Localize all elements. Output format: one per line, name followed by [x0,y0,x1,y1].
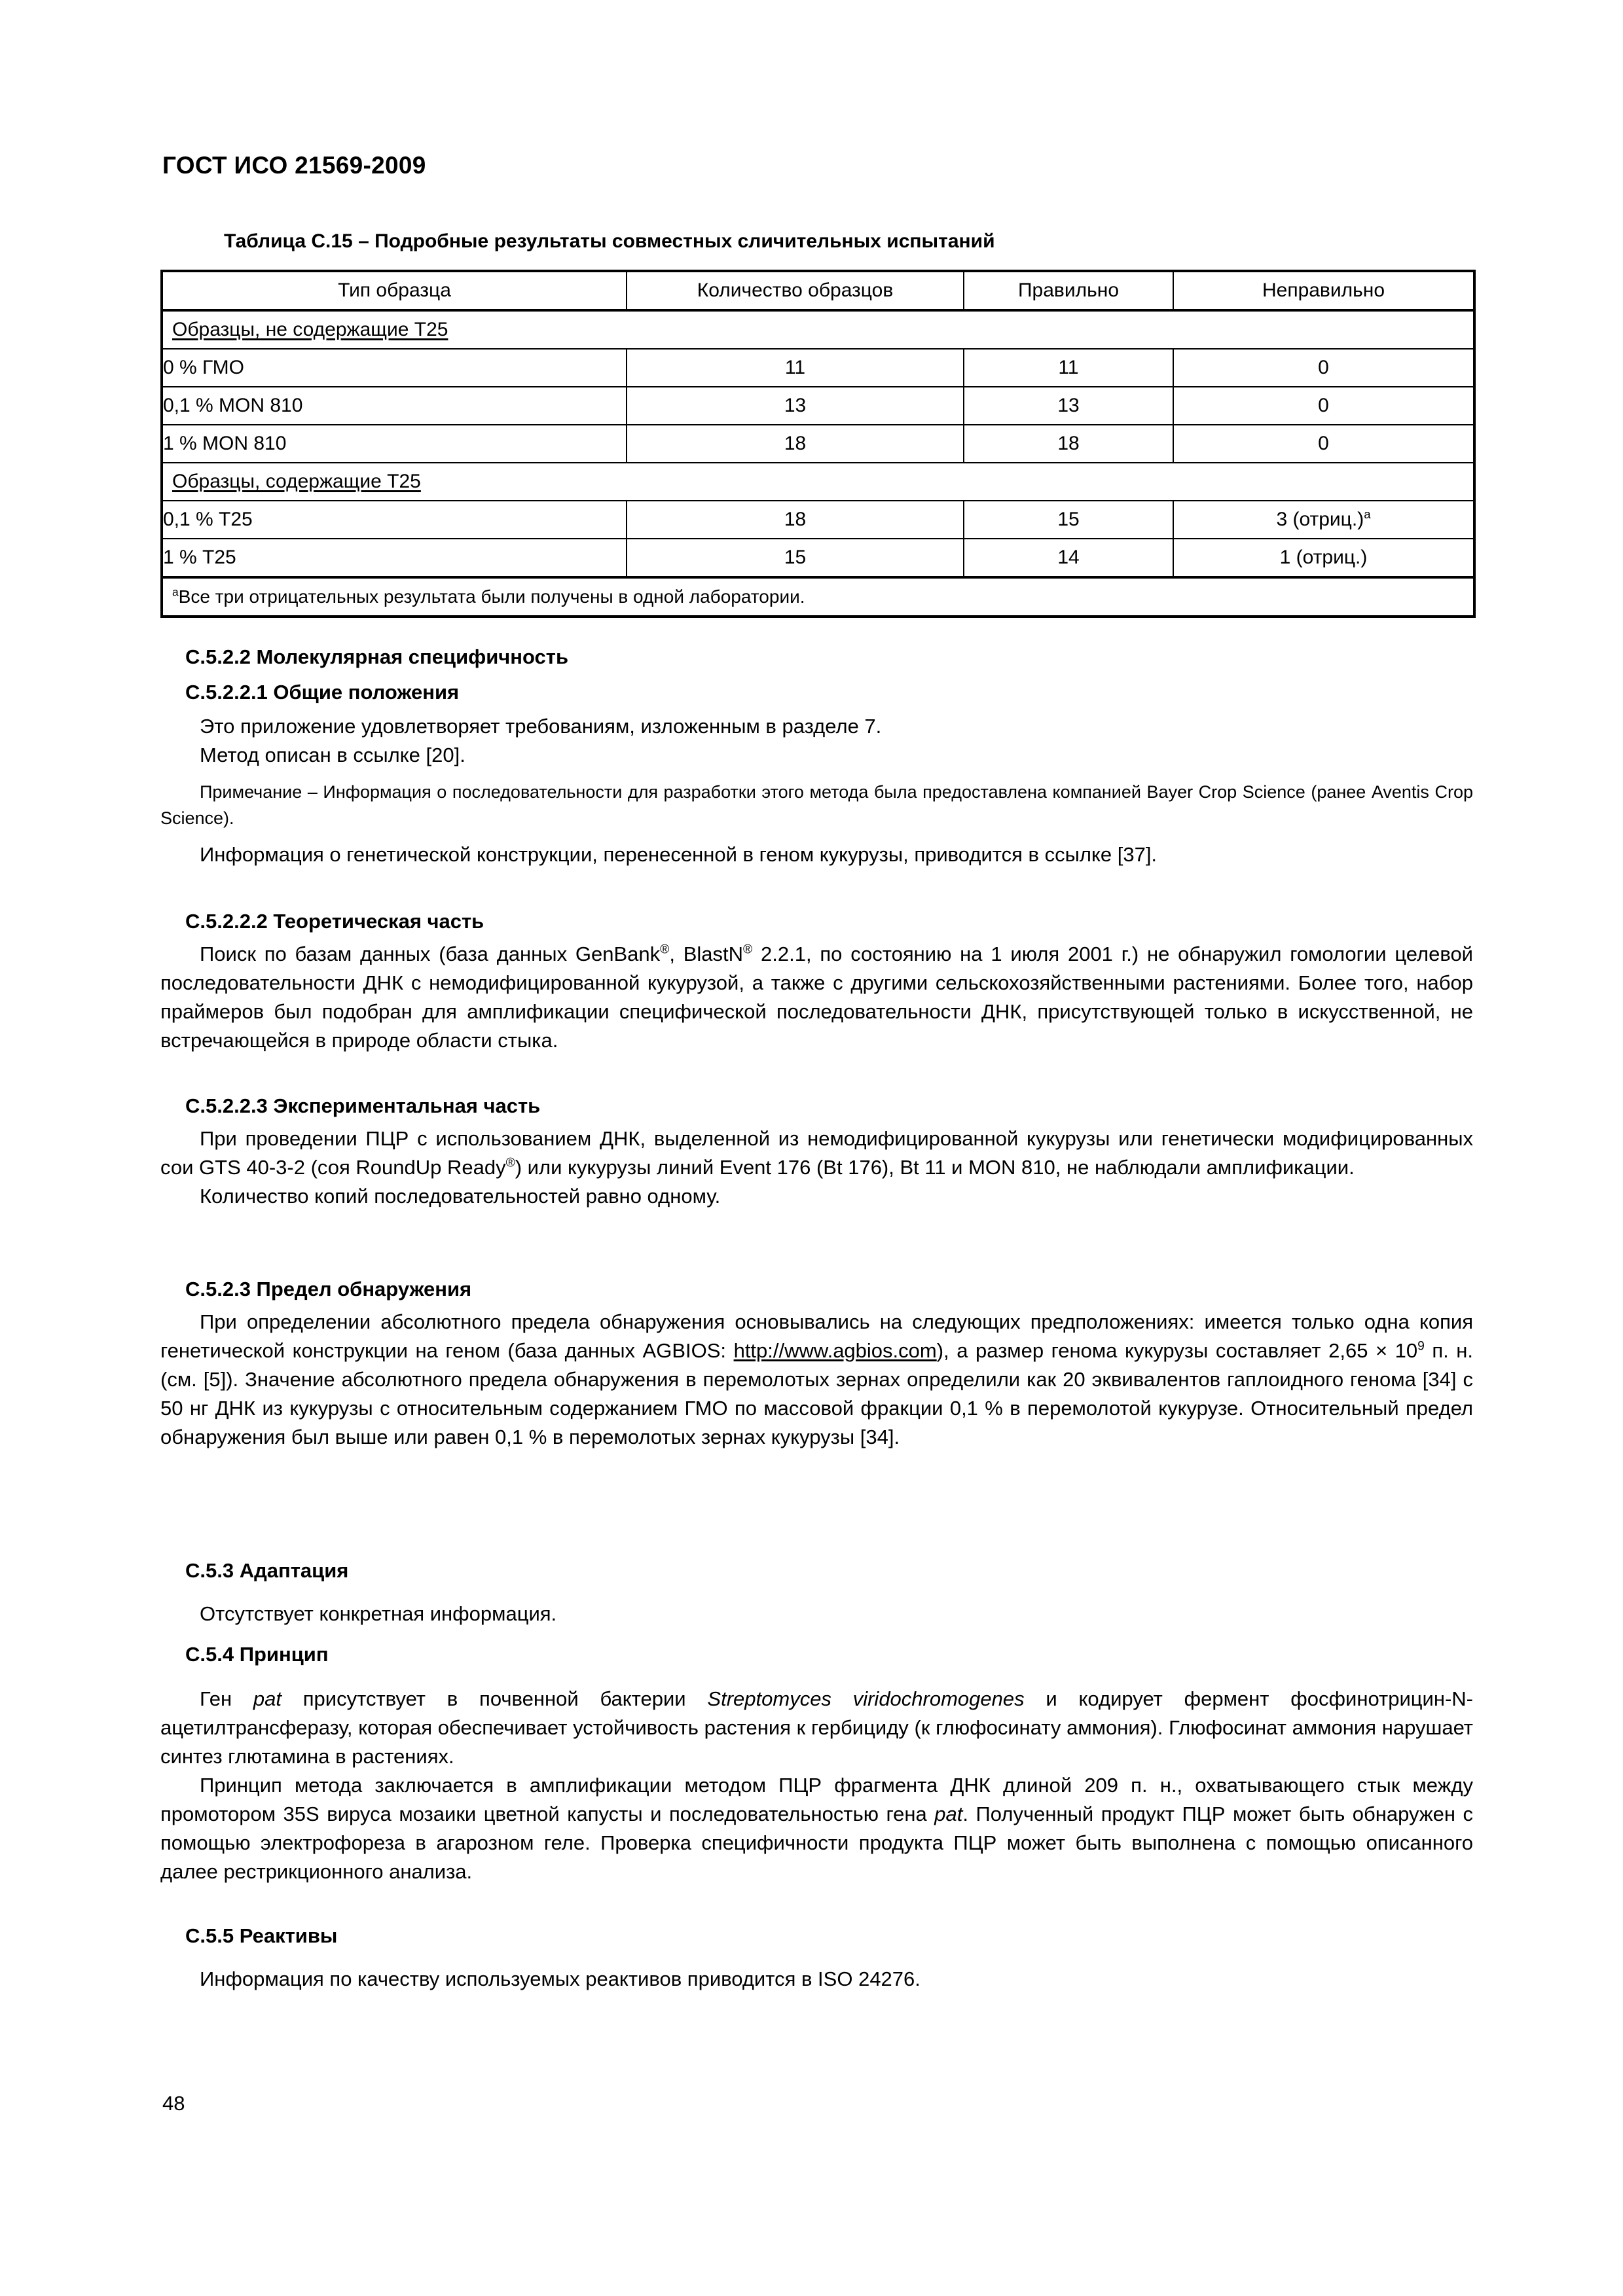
footnote-marker: a [172,585,179,599]
heading-reagents: С.5.5 Реактивы [185,1924,338,1947]
heading-adaptation: С.5.3 Адаптация [185,1559,349,1582]
principle2-text-a: Принцип метода заключается в амплификации методом ПЦР фрагмента ДНК длиной 209 п. н., охватывающего стык между промотором 35S вируса мозаики цветной капусты и последовательностью гена [160,1774,1473,1825]
heading-experimental: С.5.2.2.3 Экспериментальная часть [185,1094,541,1117]
paragraph-general-2: Метод описан в ссылке [20]. [200,744,465,766]
heading-general: С.5.2.2.1 Общие положения [185,681,460,704]
heading-principle: С.5.4 Принцип [185,1643,329,1666]
table-group-row-with-t25 [162,463,1474,501]
principle-text-c: и кодирует фермент фосфинотрицин-N-ацетилтрансферазу, которая обеспечивает устойчивость растения к гербициду (к глюфосинату аммония). Глюфосинат аммония нарушает синтез глютамина в растениях. [160,1687,1474,1768]
theory-text-b: , BlastN [669,942,744,965]
cell-incorrect [1173,501,1474,539]
registered-mark-icon: ® [660,942,670,957]
cell-incorrect: 0 [1173,425,1474,463]
principle-text-a: Ген [200,1687,253,1710]
table-row [162,501,1474,539]
cell-sample-type: 1 % Т25 [162,539,627,577]
table-header [162,271,1474,310]
cell-sample-count: 11 [627,349,964,387]
paragraph-reagents-1: Информация по качеству используемых реактивов приводится в ISO 24276. [200,1967,921,1990]
principle2-text-b: . Полученный продукт ПЦР может быть обнаружен с помощью электрофореза в агарозном геле. Проверка специфичности продукта ПЦР может быть выполнена с помощью описанного далее рестрикционного анализа. [160,1803,1473,1883]
section-general [160,681,1473,869]
page-number: 48 [162,2092,185,2115]
cell-sample-count: 18 [627,425,964,463]
column-header-incorrect: Неправильно [1173,271,1474,310]
heading-detection-limit: С.5.2.3 Предел обнаружения [185,1278,472,1300]
cell-sample-type: 0 % ГМО [162,349,627,387]
paragraph-general-1: Это приложение удовлетворяет требованиям, изложенным в разделе 7. [200,715,882,738]
standard-header: ГОСТ ИСО 21569-2009 [162,152,426,179]
table-caption: Таблица С.15 – Подробные результаты совместных сличительных испытаний [224,230,995,252]
table-row [162,349,1474,387]
paragraph-principle-1 [160,1685,1473,1771]
heading-theory: С.5.2.2.2 Теоретическая часть [185,910,484,933]
theory-text-c: 2.2.1, по состоянию на 1 июля 2001 г.) не обнаружил гомологии целевой последовательности ДНК с немодифицированной кукурузой, а также с другими сельскохозяйственными растениями. Более того, набор праймеров был подобран для амплификации специфической последовательности ДНК, присутствующей только в искусственной, не встречающейся в природе области стыка. [160,942,1473,1052]
table-footnote-row [162,577,1474,617]
collaborative-trial-results-table [160,270,1476,618]
column-header-sample-count: Количество образцов [627,271,964,310]
detection-text-a: При определении абсолютного предела обнаружения основывались на следующих предположениях: имеется только одна копия генетической конструкции на геном (база данных AGBIOS: [160,1310,1473,1362]
paragraph-principle-2 [160,1771,1473,1886]
registered-mark-icon: ® [743,942,753,957]
paragraph-experimental-1 [160,1124,1473,1182]
species-name: Streptomyces viridochromogenes [707,1687,1025,1710]
group-label-no-t25: Образцы, не содержащие Т25 [172,319,448,340]
detection-text-b: ), а размер генома кукурузы составляет 2,65 × 10 [936,1339,1418,1362]
cell-incorrect: 0 [1173,349,1474,387]
footnote-text: Все три отрицательных результата были получены в одной лаборатории. [178,586,805,607]
table-row [162,387,1474,425]
cell-incorrect: 0 [1173,387,1474,425]
cell-sample-type: 0,1 % MON 810 [162,387,627,425]
paragraph-general-3: Информация о генетической конструкции, перенесенной в геном кукурузы, приводится в ссылке [37]. [200,843,1158,866]
section-theory [160,910,1473,1055]
column-header-correct: Правильно [964,271,1173,310]
gene-name-pat: pat [253,1687,282,1710]
paragraph-adaptation-1: Отсутствует конкретная информация. [200,1602,557,1625]
cell-sample-count: 18 [627,501,964,539]
experimental-text-a: При проведении ПЦР с использованием ДНК, выделенной из немодифицированной кукурузы или генетически модифицированных сои GTS 40-3-2 (соя RoundUp Ready [160,1127,1473,1179]
section-molecular-specificity [160,645,1473,669]
cell-correct: 15 [964,501,1173,539]
cell-correct: 13 [964,387,1173,425]
cell-incorrect: 1 (отриц.) [1173,539,1474,577]
paragraph-detection-limit-1 [160,1308,1473,1452]
theory-text-a: Поиск по базам данных (база данных GenBank [200,942,661,965]
heading-molecular-specificity: С.5.2.2 Молекулярная специфичность [185,645,569,668]
section-principle [160,1643,1473,1886]
paragraph-experimental-2: Количество копий последовательностей равно одному. [200,1185,721,1208]
section-reagents [160,1924,1473,1994]
column-header-sample-type: Тип образца [162,271,627,310]
cell-incorrect-text: 3 (отриц.) [1276,509,1364,530]
table-body [162,310,1474,617]
gene-name-pat: pat [934,1803,963,1825]
cell-sample-count: 15 [627,539,964,577]
principle-text-b: присутствует в почвенной бактерии [281,1687,708,1710]
cell-sample-count: 13 [627,387,964,425]
exponent-nine: 9 [1417,1339,1425,1354]
section-detection-limit [160,1278,1473,1452]
group-label-with-t25: Образцы, содержащие Т25 [172,471,421,492]
table-group-row-no-t25 [162,310,1474,349]
detection-text-c: п. н. (см. [5]). Значение абсолютного предела обнаружения в перемолотых зернах определили как 20 эквивалентов гаплоидного генома [34] с 50 нг ДНК из кукурузы с относительным содержанием ГМО по массовой фракции 0,1 % в перемолотой кукурузе. Относительный предел обнаружения был выше или равен 0,1 % в перемолотых зернах кукурузы [34]. [160,1339,1473,1448]
registered-mark-icon: ® [505,1156,515,1170]
table-row [162,539,1474,577]
cell-correct: 11 [964,349,1173,387]
table-header-row [162,271,1474,310]
section-experimental [160,1094,1473,1211]
footnote-ref: a [1364,507,1371,521]
cell-sample-type: 1 % MON 810 [162,425,627,463]
section-adaptation [160,1559,1473,1628]
cell-correct: 18 [964,425,1173,463]
paragraph-theory-1 [160,940,1473,1055]
table-row [162,425,1474,463]
cell-sample-type: 0,1 % Т25 [162,501,627,539]
agbios-link[interactable]: http://www.agbios.com [733,1339,937,1362]
cell-correct: 14 [964,539,1173,577]
experimental-text-b: ) или кукурузы линий Event 176 (Bt 176), Bt 11 и MON 810, не наблюдали амплификации. [515,1156,1355,1179]
paragraph-general-note: Примечание – Информация о последовательности для разработки этого метода была предоставлена компанией Bayer Crop Science (ранее Aventis Crop Science). [160,782,1473,828]
